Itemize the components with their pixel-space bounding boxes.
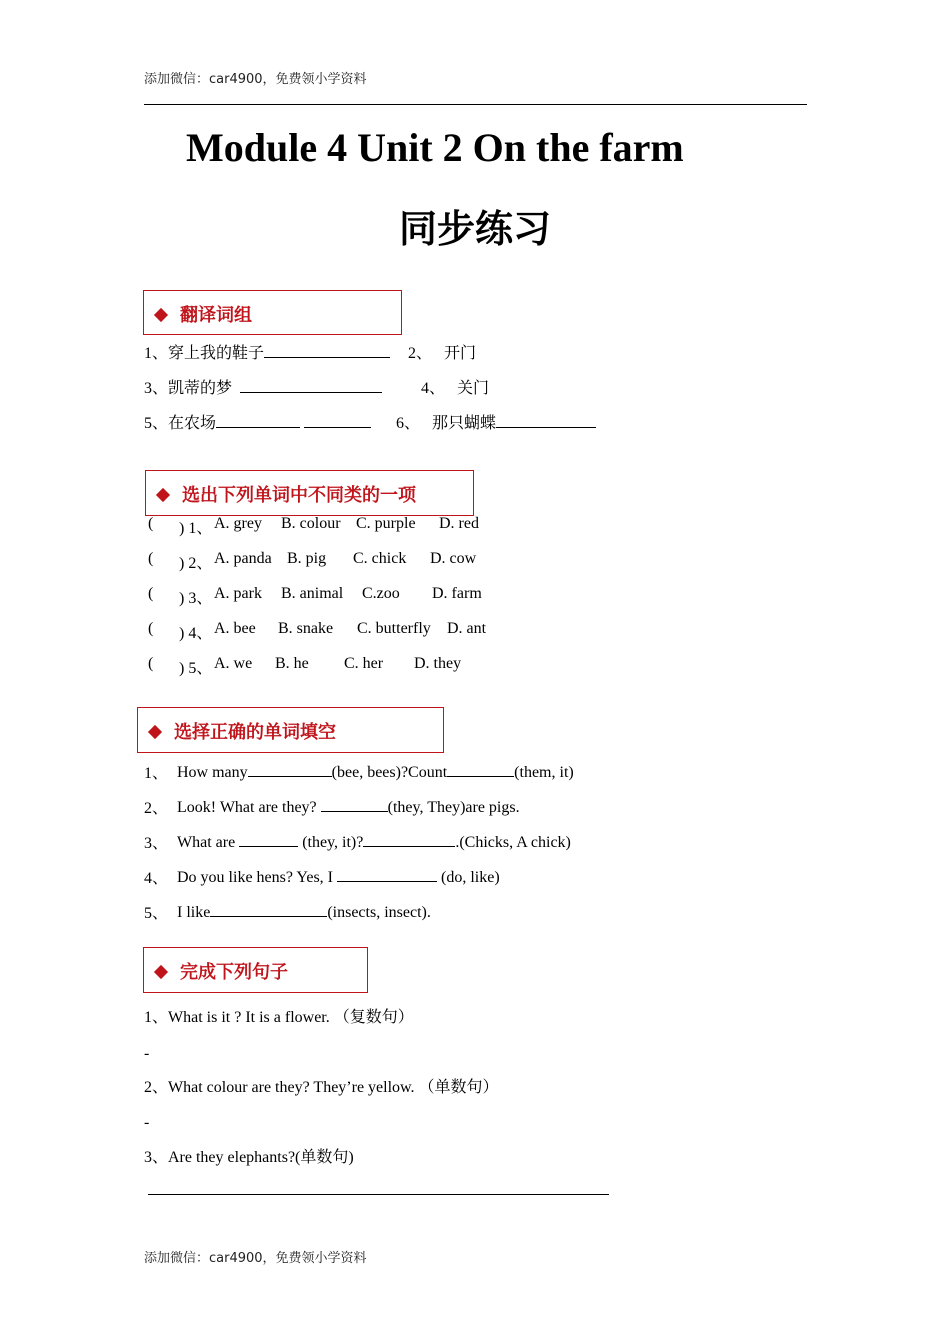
answer-blank[interactable] bbox=[248, 760, 332, 777]
section1-item: 1、穿上我的鞋子 bbox=[144, 340, 390, 363]
section4-item: 2、What colour are they? They’re yellow. （单数句） bbox=[144, 1079, 499, 1096]
answer-blank[interactable] bbox=[210, 900, 327, 917]
header-divider bbox=[144, 104, 807, 105]
section1-item: 2、 开门 bbox=[408, 345, 477, 362]
answer-line-marker: - bbox=[144, 1045, 150, 1062]
answer-blank[interactable] bbox=[239, 830, 298, 847]
section4-item: 1、What is it ? It is a flower. （复数句） bbox=[144, 1009, 414, 1026]
answer-blank[interactable] bbox=[304, 411, 371, 428]
section3-heading-box bbox=[137, 707, 444, 753]
section1-item: 6、 那只蝴蝶 bbox=[396, 410, 596, 433]
section4-heading: 完成下列句子 bbox=[180, 962, 288, 983]
section1-item: 4、 关门 bbox=[421, 380, 490, 397]
answer-blank[interactable] bbox=[264, 341, 390, 358]
header-note: 添加微信：car4900，免费领小学资料 bbox=[144, 72, 367, 87]
answer-blank[interactable] bbox=[337, 865, 437, 882]
section4-item: 3、Are they elephants?(单数句) bbox=[144, 1149, 354, 1166]
section2-heading: 选出下列单词中不同类的一项 bbox=[182, 485, 416, 506]
section1-heading-box bbox=[143, 290, 402, 335]
answer-blank[interactable] bbox=[496, 411, 596, 428]
diamond-bullet-icon bbox=[154, 308, 168, 322]
page-subtitle: 同步练习 bbox=[398, 206, 551, 251]
answer-blank[interactable] bbox=[216, 411, 300, 428]
section4-heading-box bbox=[143, 947, 368, 993]
section2-heading-box bbox=[145, 470, 474, 516]
answer-blank[interactable] bbox=[363, 830, 455, 847]
footer-note: 添加微信：car4900，免费领小学资料 bbox=[144, 1251, 367, 1266]
answer-blank[interactable] bbox=[321, 795, 388, 812]
section1-item: 3、凯蒂的梦 bbox=[144, 375, 382, 398]
answer-blank[interactable] bbox=[447, 760, 514, 777]
diamond-bullet-icon bbox=[156, 488, 170, 502]
section1-item: 5、在农场 bbox=[144, 410, 371, 433]
answer-line[interactable] bbox=[148, 1194, 609, 1195]
page-title: Module 4 Unit 2 On the farm bbox=[186, 125, 684, 170]
answer-blank[interactable] bbox=[240, 376, 382, 393]
diamond-bullet-icon bbox=[154, 965, 168, 979]
diamond-bullet-icon bbox=[148, 725, 162, 739]
section3-heading: 选择正确的单词填空 bbox=[174, 722, 336, 743]
answer-line-marker: - bbox=[144, 1114, 150, 1131]
section1-heading: 翻译词组 bbox=[180, 305, 252, 326]
